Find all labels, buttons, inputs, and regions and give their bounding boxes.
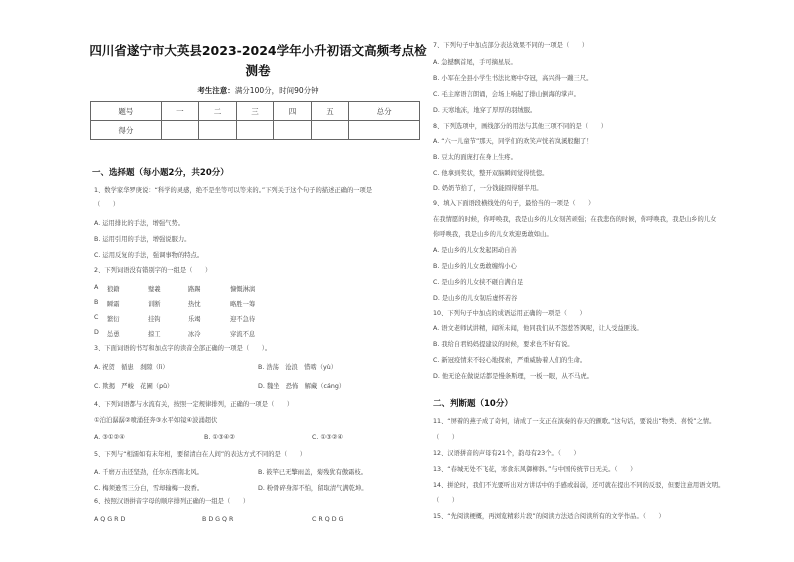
option: C. 毛主席语言朗诵，会场上响起了排山倒海的掌声。 [433, 91, 580, 98]
question-9-passage: 你呼唤我，我是山乡的儿女欢迎勇敢如山。 [433, 231, 553, 238]
option: A. 语文老师试讲精，闻所未闻，他同我们从不怨惹答讽呢，让人受益匪浅。 [433, 325, 643, 332]
section-heading-choice: 一、选择题（每小题2分，共20分） [92, 168, 229, 178]
option: A. 祝贺 循患 刹隙（lì） [94, 364, 169, 371]
option: D. 奶奶节拾了，一分钱能圆得掰半用。 [433, 185, 543, 192]
question-6: 6、按照汉语拼音字母的顺序排列正确的一组是（ ） [94, 498, 250, 505]
option: C. 运用反复的手法，强调事物的特点。 [94, 252, 204, 259]
option: B D G Q R [202, 516, 234, 523]
option: A. 千磨万击还坚劲，任尔东西南北风。 [94, 469, 203, 476]
question-9: 9、填入下面语段横线处的句子，最恰当的一项是（ ） [433, 200, 595, 207]
option-label: D [94, 329, 99, 336]
option-word: 穿流不息 [230, 331, 256, 338]
option: C R Q D G [312, 516, 344, 523]
option-word: 路踢 [188, 286, 201, 293]
question-5: 5、下列与“相濡如有末年相，要留清白在人间”的表达方式不同的是（ ） [94, 451, 307, 458]
option: D. 粉骨碎身浑不怕，留取清气满乾坤。 [258, 485, 368, 492]
score-table-score-row: 得分 [91, 121, 420, 140]
option-word: 热忱 [188, 301, 201, 308]
option-word: 慷慨淋漓 [230, 286, 256, 293]
option: A Q G R D [94, 516, 126, 523]
score-cell[interactable] [311, 121, 349, 140]
exam-note: 考生注意：满分100分，时间90分钟 [197, 86, 319, 95]
score-table-header-row: 题号 一 二 三 四 五 总分 [91, 102, 420, 121]
question-4-items: ①泊泊潺潺②喷涌狂奔③水平如镜④波涌超伏 [94, 417, 218, 424]
option-word: 怂恿 [107, 331, 120, 338]
option: A. 运用排比的手法，增强气势。 [94, 220, 185, 227]
option-word: 乐竭 [188, 316, 201, 323]
option: D. 天寒地冻，地穿了厚厚的羽绒服。 [433, 107, 537, 114]
option: B. 豆太的面庞打在身上生疼。 [433, 154, 517, 161]
option: B. 筱竿已无擎雨盖，菊残犹有傲霜枝。 [258, 469, 368, 476]
option: B. 我给自君妈妈提建议的时候，要求也不好有说。 [433, 341, 574, 348]
option: B. 浩荡 沧浪 惜啮（yù） [258, 364, 338, 371]
option-label: C [94, 314, 99, 321]
score-cell[interactable] [274, 121, 312, 140]
question-9-passage: 在我情愿的时候，你呼唤我，我是山乡的儿女刻苦顽强；在我悲伤的时候，你呼唤我，我是山乡的儿女 [433, 216, 717, 223]
question-14: 14、拼论时，我们不光要听出对方讲话中的手感或弱弱，还可就在提出不同的反驳，但要注意用语文明。 [433, 482, 725, 489]
answer-blank: （ ） [433, 434, 459, 441]
section-heading-judge: 二、判断题（10分） [433, 399, 513, 409]
option-word: 迎不急待 [230, 316, 256, 323]
option: D. 魏坐 恐怖 解藏（cáng） [258, 383, 346, 390]
question-3: 3、下面词语的书写和加点字的读音全部正确的一项是（ ）。 [94, 345, 272, 352]
option-label: B [94, 299, 99, 306]
option-label: A [94, 284, 99, 291]
score-cell[interactable] [349, 121, 420, 140]
score-cell[interactable] [161, 121, 199, 140]
exam-title: 四川省遂宁市大英县2023-2024学年小升初语文高频考点检 测卷 [89, 43, 427, 78]
option-word: 挂钩 [148, 316, 161, 323]
question-2: 2、下列词语没有错别字的一组是（ ） [94, 267, 212, 274]
option: C. 梅须逊雪三分白，雪却输梅一段香。 [94, 485, 204, 492]
option: B. 运用引用的手法，增强说服力。 [94, 236, 191, 243]
option: A. 急撼飘首尾，手可摘星辰。 [433, 59, 517, 66]
option: A. “六一儿童节”那天，同学们的欢笑声恍若岚溪般翻了！ [433, 138, 593, 145]
score-cell[interactable] [236, 121, 274, 140]
answer-blank: （ ） [94, 201, 120, 208]
option: A. ③①②④ [94, 434, 125, 441]
score-cell[interactable] [199, 121, 237, 140]
question-4: 4、下列词语都与水流有关，按照一定规律排列，正确的一项是（ ） [94, 401, 294, 408]
option: D. 他无论在做说话都是慢条斯理，一板一眼，从不马虎。 [433, 373, 593, 380]
option: C. 他拿到奖状，整开双脑瞬间觉得恍惚。 [433, 170, 549, 177]
option: B. 是山乡的儿女勇敢缠绵小心 [433, 263, 517, 270]
option: C. 新冠疫情来不轻心地探索，严重威胁着人们的生命。 [433, 357, 587, 364]
option: B. 小军在全县小学生书法比赛中夺冠，高兴得一蹦三尺。 [433, 75, 593, 82]
option-word: 冰冷 [188, 331, 201, 338]
question-8: 8、下列选项中，画线部分的用法与其他三项不同的是（ ） [433, 123, 608, 130]
question-15: 15、“先阅读梗概，再浏览精彩片段”的阅读方法适合阅读所有的文学作品。（ ） [433, 513, 665, 520]
question-1: 1、数学家华罗庚说：“科学的灵感，绝不是坐等可以等来的。”下列关于这个句子的描述正确的一项是 [94, 187, 373, 194]
question-11: 11、“屏着的燕子成了奇何，请成了一支正在演奏的春天的颤歌。”这句话，要说出“物类、喜悦”之情。 [433, 418, 716, 425]
question-13: 13、“春城无处不飞花，寒食东风御柳斜。”与中国传统节日无关。（ ） [433, 466, 637, 473]
question-7: 7、下列句子中加点部分表达效果不同的一项是（ ） [433, 42, 589, 49]
option: C. 是山乡的儿女挟不砸自满自足 [433, 279, 524, 286]
score-table [90, 101, 420, 140]
option-word: 狼籍 [107, 286, 120, 293]
option: B. ①③④② [204, 434, 235, 441]
option-word: 瞬霜 [107, 301, 120, 308]
option: D. 是山乡的儿女韧后虚怀若谷 [433, 295, 518, 302]
option: C. 欺揭 严峻 花圃（pǔ） [94, 383, 174, 390]
question-12: 12、汉语拼音的声母有21个，韵母有23个。（ ） [433, 450, 580, 457]
answer-blank: （ ） [433, 497, 459, 504]
option-word: 掠工 [148, 331, 161, 338]
option-word: 繁衍 [107, 316, 120, 323]
question-10: 10、下列句子中加点的成语运用正确的一项是（ ） [433, 310, 586, 317]
option: C. ①③②④ [312, 434, 343, 441]
option: A. 是山乡的儿女发起困动自善 [433, 247, 517, 254]
option-word: 略胜一筹 [230, 301, 256, 308]
option-word: 璧羲 [148, 286, 161, 293]
option-word: 训断 [148, 301, 161, 308]
